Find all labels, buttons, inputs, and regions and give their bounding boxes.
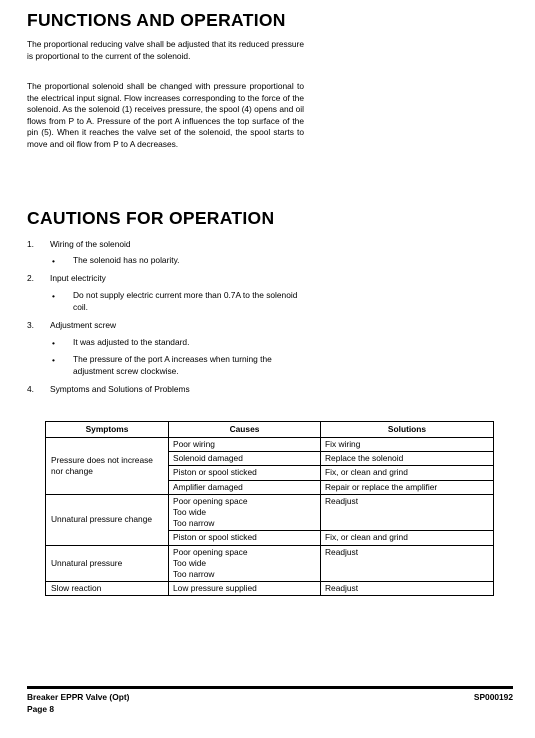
bullet-icon: • <box>52 355 55 365</box>
footer-left <box>27 692 129 715</box>
solution-cell: Replace the solenoid <box>321 452 494 466</box>
table-row <box>46 438 494 452</box>
list-item-adjustment-screw: Adjustment screw <box>50 320 117 330</box>
list-number: 3. <box>27 320 34 330</box>
list-number: 2. <box>27 273 34 283</box>
section-title-functions: FUNCTIONS AND OPERATION <box>27 10 286 30</box>
list-number: 4. <box>27 384 34 394</box>
solution-cell: Fix, or clean and grind <box>321 466 494 480</box>
symptom-cell: Slow reaction <box>46 582 169 596</box>
paragraph-description: The proportional solenoid shall be changed with pressure proportional to the electrical input signal. Flow increases corresponding to the force of the solenoid. As the solenoid (1) receives pressure, the spool (4) opens and oil flows from P to A. Pressure of the port A influences the top surface of the pin (5). When it reaches the valve set of the solenoid, the spool starts to move and oil flow from P to A decreases. <box>27 81 304 149</box>
footer-divider <box>27 686 513 689</box>
cause-cell: Poor wiring <box>169 438 321 452</box>
footer-doc-code: SP000192 <box>473 692 513 702</box>
cause-cell: Poor opening space Too wide Too narrow <box>169 545 321 582</box>
table-header-row <box>46 422 494 438</box>
solution-cell: Readjust <box>321 545 494 582</box>
bullet-text: The solenoid has no polarity. <box>73 255 180 265</box>
bullet-text: Do not supply electric current more than 0.7A to the solenoid coil. <box>73 290 298 312</box>
bullet-icon: • <box>52 338 55 348</box>
solution-cell: Fix wiring <box>321 438 494 452</box>
list-item-symptoms: Symptoms and Solutions of Problems <box>50 384 190 394</box>
cause-cell: Piston or spool sticked <box>169 466 321 480</box>
column-header-causes: Causes <box>169 422 321 438</box>
troubleshooting-table <box>45 421 494 596</box>
cause-cell: Amplifier damaged <box>169 480 321 494</box>
column-header-solutions: Solutions <box>321 422 494 438</box>
table-row <box>46 545 494 582</box>
section-title-cautions: CAUTIONS FOR OPERATION <box>27 208 275 228</box>
table-row <box>46 582 494 596</box>
symptom-cell: Pressure does not increase nor change <box>46 438 169 495</box>
table-row <box>46 494 494 531</box>
footer-doc-title: Breaker EPPR Valve (Opt) <box>27 692 130 702</box>
cause-cell: Piston or spool sticked <box>169 531 321 545</box>
solution-cell: Readjust <box>321 494 494 531</box>
cause-cell: Solenoid damaged <box>169 452 321 466</box>
symptom-cell: Unnatural pressure change <box>46 494 169 545</box>
cause-cell: Low pressure supplied <box>169 582 321 596</box>
list-item-input-electricity: Input electricity <box>50 273 106 283</box>
bullet-icon: • <box>52 291 55 301</box>
symptom-cell: Unnatural pressure <box>46 545 169 582</box>
list-number: 1. <box>27 239 34 249</box>
paragraph-intro: The proportional reducing valve shall be adjusted that its reduced pressure is proportional to the current of the solenoid. <box>27 39 305 61</box>
solution-cell: Repair or replace the amplifier <box>321 480 494 494</box>
bullet-icon: • <box>52 256 55 266</box>
solution-cell: Readjust <box>321 582 494 596</box>
column-header-symptoms: Symptoms <box>46 422 169 438</box>
cause-cell: Poor opening space Too wide Too narrow <box>169 494 321 531</box>
list-item-wiring: Wiring of the solenoid <box>50 239 131 249</box>
footer-page-number: Page 8 <box>27 703 55 714</box>
solution-cell: Fix, or clean and grind <box>321 531 494 545</box>
bullet-text: The pressure of the port A increases when turning the adjustment screw clockwise. <box>73 354 272 376</box>
bullet-text: It was adjusted to the standard. <box>73 337 190 347</box>
